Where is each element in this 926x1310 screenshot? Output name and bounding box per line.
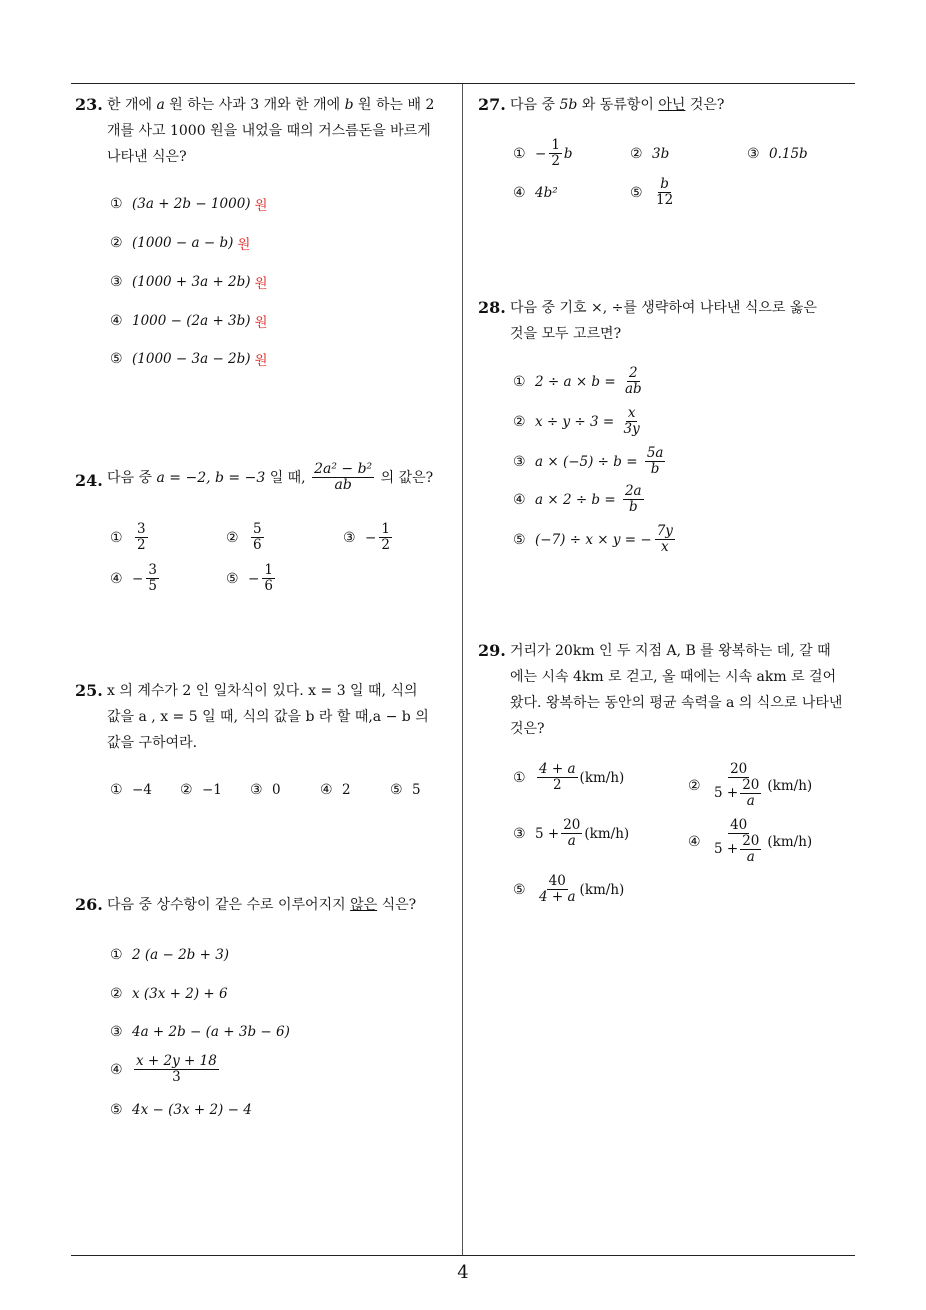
- option-4[interactable]: [110, 563, 161, 594]
- option-1[interactable]: [110, 947, 229, 963]
- option-expr: 4x − (3x + 2) − 4: [132, 1102, 252, 1118]
- stem-text: 다음 중 상수항이 같은 수로 이루어지지: [107, 897, 346, 913]
- option-4[interactable]: [513, 484, 646, 515]
- option-mark: ①: [110, 947, 123, 963]
- option-expr: 4b²: [535, 185, 558, 201]
- option-fraction: [262, 563, 275, 594]
- unit-label: 원: [254, 315, 268, 331]
- option-3[interactable]: [343, 522, 394, 553]
- option-1[interactable]: [513, 762, 624, 793]
- stem-text: 원 하는 사과 3 개와 한 개에: [169, 97, 341, 113]
- option-expr: (3a + 2b − 1000): [132, 196, 251, 212]
- option-var: b: [563, 145, 573, 162]
- numerator: 20: [742, 777, 760, 793]
- question-27: [478, 92, 863, 118]
- option-4[interactable]: [688, 818, 812, 865]
- option-mark: ③: [343, 529, 356, 546]
- stem-text: 값을 구하여라.: [107, 735, 198, 751]
- numerator: 40: [548, 873, 566, 889]
- sign: −: [132, 570, 144, 587]
- option-mark: ④: [110, 570, 123, 587]
- numerator: 20: [742, 833, 760, 849]
- sign: −: [640, 531, 652, 548]
- option-lhs: a × 2 ÷ b =: [535, 491, 616, 508]
- option-fraction: [712, 762, 765, 809]
- option-expr: 3b: [652, 146, 670, 162]
- option-2[interactable]: [226, 522, 266, 553]
- unit-label: (km/h): [767, 777, 813, 794]
- numerator: 5a: [646, 445, 664, 461]
- stem-text: x 의 계수가 2 인 일차식이 있다. x = 3 일 때, 식의: [107, 683, 418, 699]
- denominator: ab: [334, 477, 352, 493]
- option-mark: ⑤: [110, 351, 123, 367]
- page-number: 4: [457, 1262, 469, 1283]
- option-mark: ④: [688, 833, 701, 850]
- denominator: b: [650, 461, 660, 477]
- question-25: [75, 678, 460, 756]
- option-value: 2: [342, 782, 351, 798]
- unit-label: (km/h): [767, 833, 813, 850]
- option-value: −1: [202, 782, 222, 798]
- option-lhs: a × (−5) ÷ b =: [535, 453, 638, 470]
- option-fraction: [654, 177, 675, 208]
- numerator: 1: [381, 521, 390, 537]
- question-25-stem: [75, 678, 460, 756]
- option-fraction: [645, 446, 666, 477]
- option-mark: ③: [110, 1024, 123, 1040]
- denominator-lead: 5 +: [714, 785, 739, 801]
- question-28: [478, 295, 863, 347]
- option-1[interactable]: [110, 522, 150, 553]
- question-number: 28.: [478, 298, 506, 317]
- option-2[interactable]: [688, 762, 812, 809]
- option-expr: 4a + 2b − (a + 3b − 6): [132, 1024, 290, 1040]
- option-value: 5: [412, 782, 421, 798]
- stem-text: 식은?: [381, 897, 417, 913]
- numerator: 5: [253, 521, 262, 537]
- denominator: a: [567, 833, 576, 849]
- option-fraction: [146, 563, 159, 594]
- denominator: 3y: [623, 421, 640, 437]
- stem-var: a: [156, 97, 165, 113]
- option-mark: ③: [513, 825, 526, 842]
- option-expr: (1000 + 3a + 2b): [132, 274, 251, 290]
- option-mark: ⑤: [110, 1102, 123, 1118]
- option-expr: 2 (a − 2b + 3): [132, 947, 230, 963]
- option-lhs: (−7) ÷ x × y =: [535, 531, 637, 548]
- option-value: 0: [272, 782, 281, 798]
- unit-label: (km/h): [584, 825, 630, 842]
- option-mark: ③: [513, 453, 526, 470]
- option-expr: (1000 − a − b): [132, 235, 234, 251]
- option-4[interactable]: [320, 782, 351, 798]
- denominator-lead: 5 +: [714, 841, 739, 857]
- numerator: 7y: [656, 523, 673, 539]
- question-29: [478, 638, 863, 742]
- stem-term: 5b: [559, 97, 578, 113]
- question-number: 29.: [478, 641, 506, 660]
- question-23: [75, 92, 460, 170]
- option-fraction: [379, 522, 392, 553]
- option-fraction: [537, 874, 578, 905]
- option-3[interactable]: [747, 146, 808, 162]
- question-number: 23.: [75, 95, 103, 114]
- option-expr: 1000 − (2a + 3b): [132, 313, 251, 329]
- option-mark: ③: [110, 274, 123, 290]
- option-mark: ④: [513, 491, 526, 508]
- question-28-stem: [478, 295, 863, 347]
- nested-fraction: [740, 834, 761, 865]
- option-mark: ①: [110, 782, 123, 798]
- option-mark: ⑤: [226, 570, 239, 587]
- question-23-stem: [75, 92, 460, 170]
- option-4[interactable]: [110, 1054, 221, 1085]
- question-29-stem: [478, 638, 863, 742]
- stem-fraction: [312, 462, 374, 493]
- denominator: b: [628, 499, 638, 515]
- option-fraction: [537, 762, 578, 793]
- denominator: 2: [137, 537, 146, 553]
- option-expr: 0.15b: [769, 146, 808, 162]
- nested-fraction: [740, 778, 761, 809]
- stem-var: b: [344, 97, 354, 113]
- option-lhs: x ÷ y ÷ 3 =: [535, 413, 615, 430]
- question-26-stem: [75, 892, 460, 918]
- option-mark: ①: [513, 145, 526, 162]
- question-number: 25.: [75, 681, 103, 700]
- stem-text: 거리가 20km 인 두 지점 A, B 를 왕복하는 데, 갈 때: [510, 643, 831, 659]
- numerator: 20: [563, 817, 581, 833]
- numerator: 2a: [624, 483, 642, 499]
- stem-text: 값을 a , x = 5 일 때, 식의 값을 b 라 할 때,a − b 의: [107, 709, 429, 725]
- stem-text: 의 값은?: [380, 469, 434, 486]
- stem-text: 다음 중: [510, 97, 556, 113]
- option-mark: ③: [250, 782, 263, 798]
- option-5[interactable]: [513, 524, 677, 555]
- denominator: 2: [551, 153, 560, 169]
- question-number: 24.: [75, 471, 103, 490]
- unit-label: 원: [254, 276, 268, 292]
- unit-label: (km/h): [579, 769, 625, 786]
- numerator: 40: [730, 817, 748, 833]
- numerator: x: [627, 405, 636, 421]
- question-27-stem: [478, 92, 863, 118]
- option-mark: ④: [320, 782, 333, 798]
- stem-condition: a = −2, b = −3: [156, 469, 266, 486]
- option-mark: ②: [630, 146, 643, 162]
- numerator: 2: [629, 365, 638, 381]
- stem-text: 다음 중: [107, 469, 153, 486]
- option-fraction: [712, 818, 765, 865]
- numerator: 1: [264, 562, 273, 578]
- unit-label: (km/h): [579, 881, 625, 898]
- denominator: 3: [172, 1069, 181, 1085]
- option-mark: ⑤: [513, 531, 526, 548]
- option-expr: (1000 − 3a − 2b): [132, 351, 251, 367]
- option-mark: ⑤: [630, 184, 643, 201]
- option-3[interactable]: [513, 818, 629, 849]
- denominator: [712, 778, 765, 809]
- option-mark: ②: [513, 413, 526, 430]
- option-value: −4: [132, 782, 152, 798]
- option-3[interactable]: [110, 1024, 290, 1040]
- option-2[interactable]: [110, 233, 250, 253]
- option-1[interactable]: [110, 782, 152, 798]
- column-divider: [462, 84, 463, 1256]
- option-mark: ②: [110, 235, 123, 251]
- numerator: 3: [148, 562, 157, 578]
- stem-text: 와 동류항이: [581, 97, 654, 113]
- option-mark: ②: [180, 782, 193, 798]
- unit-label: 원: [254, 353, 268, 369]
- unit-label: 원: [237, 237, 251, 253]
- denominator: [712, 834, 765, 865]
- question-number: 26.: [75, 895, 103, 914]
- numerator: 3: [137, 521, 146, 537]
- option-5[interactable]: [630, 177, 677, 208]
- option-5[interactable]: [110, 1102, 252, 1118]
- option-fraction: [622, 406, 642, 437]
- denominator: ab: [624, 381, 642, 397]
- option-5[interactable]: [390, 782, 421, 798]
- option-mark: ④: [110, 313, 123, 329]
- option-fraction: [623, 366, 644, 397]
- numerator: 20: [730, 761, 748, 777]
- option-2[interactable]: [180, 782, 222, 798]
- top-rule: [71, 83, 855, 84]
- denominator: x: [660, 539, 669, 555]
- option-fraction: [135, 522, 148, 553]
- option-3[interactable]: [110, 272, 268, 292]
- option-mark: ④: [513, 185, 526, 201]
- question-number: 27.: [478, 95, 506, 114]
- option-mark: ③: [747, 146, 760, 162]
- option-fraction: [134, 1054, 219, 1085]
- stem-text: 에는 시속 4km 로 걷고, 올 때에는 시속 akm 로 걸어: [510, 669, 837, 685]
- denominator: a: [746, 849, 755, 865]
- option-mark: ①: [110, 529, 123, 546]
- option-2[interactable]: [110, 986, 228, 1002]
- stem-text: 것을 모두 고르면?: [510, 326, 622, 342]
- question-26: [75, 892, 460, 918]
- option-1[interactable]: [513, 138, 573, 169]
- stem-underlined: 않은: [350, 897, 378, 913]
- sign: −: [248, 570, 260, 587]
- option-4[interactable]: [513, 185, 558, 201]
- denominator: a: [746, 793, 755, 809]
- denominator: 2: [381, 537, 390, 553]
- numerator: b: [660, 176, 669, 192]
- stem-text: 개를 사고 1000 원을 내었을 때의 거스름돈을 바르게: [107, 123, 431, 139]
- option-2[interactable]: [513, 406, 644, 437]
- numerator: 2a² − b²: [314, 461, 373, 477]
- option-mark: ②: [688, 777, 701, 794]
- option-fraction: [549, 138, 562, 169]
- denominator: 6: [253, 537, 262, 553]
- stem-text: 것은?: [510, 721, 545, 737]
- option-fraction: [561, 818, 582, 849]
- numerator: 4 + a: [539, 761, 576, 777]
- option-mark: ①: [110, 196, 123, 212]
- option-mark: ②: [226, 529, 239, 546]
- stem-text: 것은?: [689, 97, 725, 113]
- sign: −: [535, 145, 547, 162]
- option-fraction: [655, 524, 675, 555]
- option-mark: ②: [110, 986, 123, 1002]
- option-lhs: 2 ÷ a × b =: [535, 373, 616, 390]
- stem-text: 원 하는 배 2: [358, 97, 435, 113]
- sign: −: [365, 529, 377, 546]
- question-24-stem: [75, 462, 460, 493]
- option-mark: ⑤: [513, 881, 526, 898]
- option-5[interactable]: [226, 563, 277, 594]
- stem-underlined: 아닌: [658, 97, 686, 113]
- option-4[interactable]: [110, 311, 268, 331]
- stem-text: 다음 중 기호 ×, ÷를 생략하여 나타낸 식으로 옳은: [510, 300, 817, 316]
- bottom-rule: [71, 1255, 855, 1256]
- option-2[interactable]: [630, 146, 669, 162]
- numerator: x + 2y + 18: [136, 1053, 217, 1069]
- option-mark: ①: [513, 373, 526, 390]
- stem-text: 일 때,: [269, 469, 306, 486]
- option-1[interactable]: [110, 194, 268, 214]
- denominator: 12: [656, 192, 674, 208]
- stem-text: 한 개에: [107, 97, 153, 113]
- denominator: 2: [552, 777, 562, 793]
- option-lead: 5 +: [535, 825, 560, 842]
- option-mark: ⑤: [390, 782, 403, 798]
- option-3[interactable]: [513, 446, 667, 477]
- denominator: 5: [148, 578, 157, 594]
- option-expr: x (3x + 2) + 6: [132, 986, 228, 1002]
- option-5[interactable]: [110, 349, 268, 369]
- unit-label: 원: [254, 198, 268, 214]
- option-fraction: [623, 484, 644, 515]
- option-fraction: [251, 522, 264, 553]
- option-mark: ①: [513, 769, 526, 786]
- denominator: 6: [264, 578, 273, 594]
- option-5[interactable]: [513, 874, 624, 905]
- question-24: [75, 462, 460, 493]
- option-1[interactable]: [513, 366, 646, 397]
- stem-text: 왔다. 왕복하는 동안의 평균 속력을 a 의 식으로 나타낸: [510, 695, 843, 711]
- denominator: 4 + a: [539, 889, 576, 905]
- numerator: 1: [551, 137, 560, 153]
- stem-text: 나타낸 식은?: [107, 149, 187, 165]
- option-3[interactable]: [250, 782, 281, 798]
- option-mark: ④: [110, 1061, 123, 1078]
